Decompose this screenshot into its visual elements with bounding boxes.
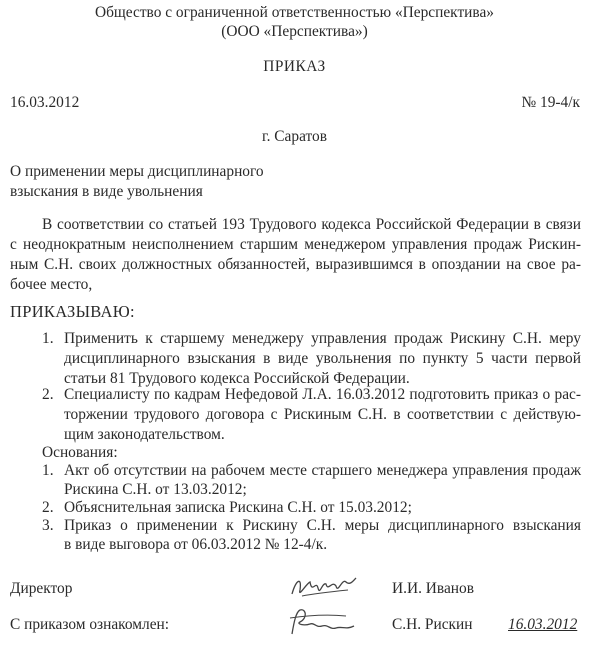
order-item-1-line-1: Применить к старшему менеджеру управления продаж Рискину С.Н. меру [64, 330, 581, 347]
ground-item-3-line-1: Приказ о применении к Рискину С.Н. меры дисциплинарного взыскания [64, 517, 581, 534]
order-date: 16.03.2012 [10, 94, 80, 111]
ground-item-2-number: 2. [42, 499, 54, 516]
director-signature [288, 570, 360, 604]
ground-item-1-number: 1. [42, 462, 54, 479]
acquaintance-date: 16.03.2012 [508, 616, 578, 633]
order-item-2-line-3: щим законодательством. [64, 426, 225, 443]
ground-item-1-line-1: Акт об отсутствии на рабочем месте старшего менеджера управления продаж [64, 462, 581, 479]
ground-item-3-line-2: в виде выговора от 06.03.2012 № 12-4/к. [64, 536, 328, 553]
preamble-line-1: В соответствии со статьей 193 Трудового кодекса Российской Федерации в связи [42, 216, 581, 233]
subject-line-2: взыскания в виде увольнения [10, 183, 203, 200]
order-item-1-line-3: статьи 81 Трудового кодекса Российской Федерации. [64, 370, 410, 387]
subject-line-1: О применении меры дисциплинарного [10, 163, 264, 180]
ground-item-2-line-1: Объяснительная записка Рискина С.Н. от 15.03.2012; [64, 499, 412, 516]
order-item-2-line-2: торжении трудового договора с Рискиным С.Н. в соответствии с действую- [64, 406, 581, 423]
ground-item-3-number: 3. [42, 517, 54, 534]
grounds-title: Основания: [42, 444, 118, 461]
order-word: ПРИКАЗЫВАЮ: [10, 302, 135, 321]
order-item-1-number: 1. [42, 330, 54, 347]
employee-name: С.Н. Рискин [392, 616, 473, 633]
document-title: ПРИКАЗ [263, 58, 326, 75]
preamble-line-3: ным С.Н. своих должностных обязанностей, выразившимся в опоздании на свое ра- [10, 256, 581, 273]
organization-short-name: (ООО «Перспектива») [221, 23, 368, 40]
order-number: № 19-4/к [521, 94, 580, 111]
acquainted-label: С приказом ознакомлен: [10, 616, 170, 633]
organization-full-name: Общество с ограниченной ответственностью «Перспектива» [94, 4, 495, 21]
order-item-1-line-2: дисциплинарного взыскания в виде увольнения по пункту 5 части первой [64, 350, 581, 367]
employee-signature [284, 604, 364, 640]
preamble-line-4: бочее место, [10, 276, 93, 293]
order-item-2-number: 2. [42, 386, 54, 403]
preamble-line-2: с неоднократным неисполнением старшим менеджером управления продаж Рискин- [10, 236, 581, 253]
city: г. Саратов [262, 128, 327, 145]
director-label: Директор [10, 580, 73, 597]
ground-item-1-line-2: Рискина С.Н. от 13.03.2012; [64, 481, 247, 498]
director-name: И.И. Иванов [392, 580, 474, 597]
order-item-2-line-1: Специалисту по кадрам Нефедовой Л.А. 16.03.2012 подготовить приказ о рас- [64, 386, 581, 403]
